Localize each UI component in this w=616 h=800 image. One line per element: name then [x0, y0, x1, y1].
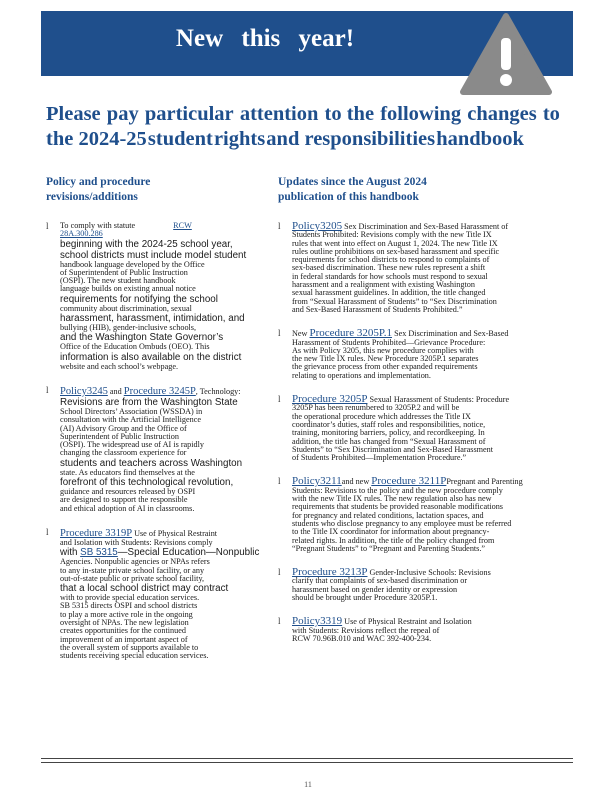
item-text: Use of Physical Restraint and Isolation	[342, 617, 472, 627]
item-line: community about discrimination, sexual	[60, 303, 192, 313]
item-line: handbook language developed by the Office	[60, 259, 205, 269]
item-line: RCW 70.96B.010 and WAC 392-400-234.	[292, 633, 432, 643]
item-first-line	[60, 222, 262, 239]
item-line: requirements for school districts to respond to complaints of	[292, 255, 490, 265]
item-line: School Directors’ Association (WSSDA) in	[60, 406, 203, 416]
headline-word: rights	[213, 128, 266, 150]
headline-word: handbook	[436, 128, 524, 150]
item-line: language builds on existing annual notice	[60, 284, 196, 294]
right-column-heading	[278, 175, 427, 205]
item-line: the operational procedure which addresses the Title IX	[292, 411, 471, 421]
item-line: with the new Title IX rules. The new regulation also has new	[292, 494, 492, 504]
item-line: forefront of this technological revolution,	[60, 477, 234, 489]
bill-link[interactable]: SB 5315	[80, 547, 118, 559]
item-text: Sexual Harassment of Students: Procedure	[367, 395, 510, 405]
item-line: harassment and a realignment with existing Washington	[292, 280, 475, 290]
headline-word: Please	[46, 103, 101, 125]
bullet-marker: l	[278, 616, 281, 627]
item-line: (OSPI). The widespread use of AI is rapidly	[60, 440, 205, 450]
item-text: Use of Physical Restraint	[132, 528, 218, 538]
item-line: from “Sexual Harassment of Students” to “Sex Discrimination	[292, 296, 497, 306]
item-line: As with Policy 3205, this new procedure complies with	[292, 345, 474, 355]
right-heading-line: Updates since the August 2024	[278, 176, 427, 188]
banner-title: New this year!	[175, 25, 355, 52]
item-line: sexual harassment guidelines. In addition, the title changed	[292, 288, 486, 298]
left-heading-line: Policy and procedure	[46, 176, 151, 188]
right-heading-line: publication of this handbook	[278, 191, 419, 203]
policy-link[interactable]: Policy3205	[292, 220, 343, 232]
headline	[46, 102, 560, 152]
item-line: Office of the Education Ombuds (OEO). This	[60, 342, 210, 352]
item-line: to the Title IX coordinator for information about pregnancy-	[292, 527, 490, 537]
item-line: with Students: Revisions reflect the repeal of	[292, 625, 440, 635]
statute-link[interactable]: RCW 28A.300.286	[60, 221, 192, 239]
item-line: Students” to “Sex Discrimination and Sex-Based Harassment	[292, 444, 494, 454]
bullet-marker: l	[46, 384, 49, 395]
bullet-marker: l	[46, 221, 49, 231]
item-line: coordinator’s duties, staff roles and responsibilities, notice,	[292, 419, 486, 429]
item-text: To comply with statute	[60, 221, 136, 230]
item-line: addition, the title has changed from “Sexual Harassment of	[292, 436, 486, 446]
item-line: Harassment of Students Prohibited—Grievance Procedure:	[292, 337, 486, 347]
item-line: sex-based discrimination. These new rules represent a shift	[292, 263, 486, 273]
item-line: that a local school district may contract	[60, 583, 229, 595]
item-line: website and each school’s webpage.	[60, 361, 178, 371]
headline-word: to the	[324, 103, 375, 125]
item-line: beginning with the 2024-25 school year,	[60, 238, 233, 250]
item-text: and new	[341, 477, 372, 487]
policy-link[interactable]: Policy3211	[292, 475, 342, 488]
item-line: of Students Prohibited—Implementation Procedure.”	[292, 453, 467, 463]
right-item	[278, 329, 578, 380]
item-text: Gender-Inclusive Schools: Revisions	[367, 568, 491, 578]
item-line: Superintendent of Public Instruction	[60, 431, 179, 441]
bullet-marker: l	[278, 394, 281, 405]
policy-link[interactable]: Policy3319	[292, 615, 343, 628]
item-line: out-of-state public or private school facility,	[60, 573, 205, 583]
headline-word: student	[147, 128, 213, 150]
right-item	[278, 222, 578, 314]
item-line: school districts must include model student	[60, 249, 247, 261]
item-text: with	[60, 547, 81, 559]
item-line: state. As educators find themselves at the	[60, 467, 195, 477]
item-line: and ethical adoption of AI in classrooms.	[60, 503, 195, 513]
headline-word: following	[380, 103, 462, 125]
item-line: harassment, harassment, intimidation, and	[60, 313, 245, 325]
item-text: and	[107, 386, 124, 396]
item-line: are designed to support the responsible	[60, 495, 188, 505]
item-line: SB 5315 directs OSPI and school districts	[60, 601, 198, 611]
item-line: Agencies. Nonpublic agencies or NPAs refers	[60, 557, 210, 567]
item-line: “Pregnant Students” to “Pregnant and Parenting Students.”	[292, 543, 486, 553]
right-column	[278, 222, 578, 658]
bullet-marker: l	[278, 221, 281, 231]
bullet-marker: l	[46, 526, 49, 537]
item-line: requirements that students be provided reasonable modifications	[292, 502, 503, 512]
item-line: Students Prohibited: Revisions comply with the new Title IX	[292, 230, 492, 240]
item-line: to any in-state private school facility, or any	[60, 565, 205, 575]
item-first-line	[60, 386, 262, 397]
policy-link[interactable]: Procedure 3205P	[292, 393, 368, 406]
item-line: improvement of an important aspect of	[60, 634, 188, 644]
item-line: to play a more active role in the ongoing	[60, 609, 193, 619]
left-column	[46, 222, 262, 676]
item-line: related rights. In addition, the title of the policy changed from	[292, 535, 495, 545]
item-line: training, monitoring barriers, policy, and recordkeeping. In	[292, 428, 485, 438]
left-item	[46, 222, 262, 371]
item-line: the grievance process from other expanded requirements	[292, 362, 478, 372]
headline-word: the 2024-25	[46, 128, 147, 150]
item-line: clarify that complaints of sex-based discrimination or	[292, 576, 468, 586]
item-text: New	[292, 329, 310, 339]
right-item	[278, 617, 578, 643]
item-line: oversight of NPAs. The new legislation	[60, 618, 189, 628]
item-line: 3205P has been renumbered to 3205P.2 and will be	[292, 403, 460, 413]
policy-link[interactable]: Procedure 3205P.1	[309, 327, 393, 340]
warning-triangle-icon	[460, 12, 552, 96]
item-line: Students: Revisions to the policy and the new procedure comply	[292, 485, 503, 495]
item-line: requirements for notifying the school	[60, 293, 218, 305]
page-number: 11	[304, 780, 312, 789]
item-line: should be brought under Procedure 3205P.1.	[292, 592, 438, 602]
item-line: harassment based on gender identity or expression	[292, 584, 458, 594]
item-line: guidance and resources released by OSPI	[60, 487, 196, 497]
headline-word: changes	[467, 103, 537, 125]
right-item	[278, 477, 578, 553]
item-line: Revisions are from the Washington State	[60, 396, 238, 408]
item-line: in federal standards for how schools must respond to sexual	[292, 271, 488, 281]
right-item	[278, 568, 578, 602]
headline-word: particular	[144, 103, 234, 125]
item-text: Sex Discrimination and Sex-Based	[392, 329, 509, 339]
left-heading-line: revisions/additions	[46, 191, 138, 203]
policy-link[interactable]: Procedure 3319P	[60, 527, 133, 539]
right-item	[278, 395, 578, 462]
item-line: rules outline prohibitions on sex-based harassment and specific	[292, 246, 500, 256]
item-line: and Isolation with Students: Revisions comply	[60, 537, 213, 547]
headline-word: pay	[106, 103, 139, 125]
bullet-marker: l	[278, 567, 281, 578]
item-line: relating to operations and implementation.	[292, 370, 431, 380]
item-line: (AI) Advisory Group and the Office of	[60, 423, 187, 433]
footer-divider	[41, 758, 573, 759]
item-line: bullying (HIB), gender-inclusive schools,	[60, 323, 197, 333]
item-text: —Special Education—Nonpublic	[117, 547, 260, 559]
item-line: with to provide special education services.	[60, 593, 200, 603]
item-line: students and teachers across Washington	[60, 457, 243, 469]
item-line: and the Washington State Governor’s	[60, 332, 224, 344]
item-text: , Technology:	[195, 386, 241, 396]
item-line: consultation with the Artificial Intelligence	[60, 415, 201, 425]
left-item	[46, 386, 262, 513]
policy-link[interactable]: Procedure 3211P	[371, 475, 447, 488]
item-line: students who disclose pregnancy to any employee must be referred	[292, 518, 512, 528]
policy-link[interactable]: Procedure 3245P	[123, 385, 196, 397]
headline-word: to	[542, 103, 560, 125]
footer-divider	[41, 762, 573, 763]
item-line: and Sex-Based Harassment of Students Prohibited.”	[292, 304, 463, 314]
item-line: students receiving special education services.	[60, 651, 209, 661]
headline-word: attention	[239, 103, 319, 125]
policy-link[interactable]: Procedure 3213P	[292, 566, 368, 579]
headline-word: and responsibilities	[266, 128, 436, 150]
policy-link[interactable]: Policy3245	[60, 385, 108, 397]
item-line: of Superintendent of Public Instruction	[60, 267, 188, 277]
item-line: (OSPI). The new student handbook	[60, 276, 176, 286]
item-line: information is also available on the district	[60, 351, 242, 363]
left-column-heading	[46, 175, 150, 205]
item-text: Pregnant and Parenting	[446, 477, 523, 487]
item-line: creates opportunities for the continued	[60, 626, 186, 636]
item-line: the overall system of supports available to	[60, 642, 199, 652]
left-item	[46, 528, 262, 661]
item-line: the new Title IX rules. New Procedure 3205P.1 separates	[292, 354, 479, 364]
bullet-marker: l	[278, 328, 281, 339]
item-line: changing the classroom experience for	[60, 448, 187, 458]
item-line: for pregnancy and related conditions, lactation spaces, and	[292, 510, 484, 520]
item-line: rules that went into effect on August 1, 2024. The new Title IX	[292, 238, 498, 248]
bullet-marker: l	[278, 476, 281, 487]
item-text: Sex Discrimination and Sex-Based Harassment of	[342, 222, 509, 231]
